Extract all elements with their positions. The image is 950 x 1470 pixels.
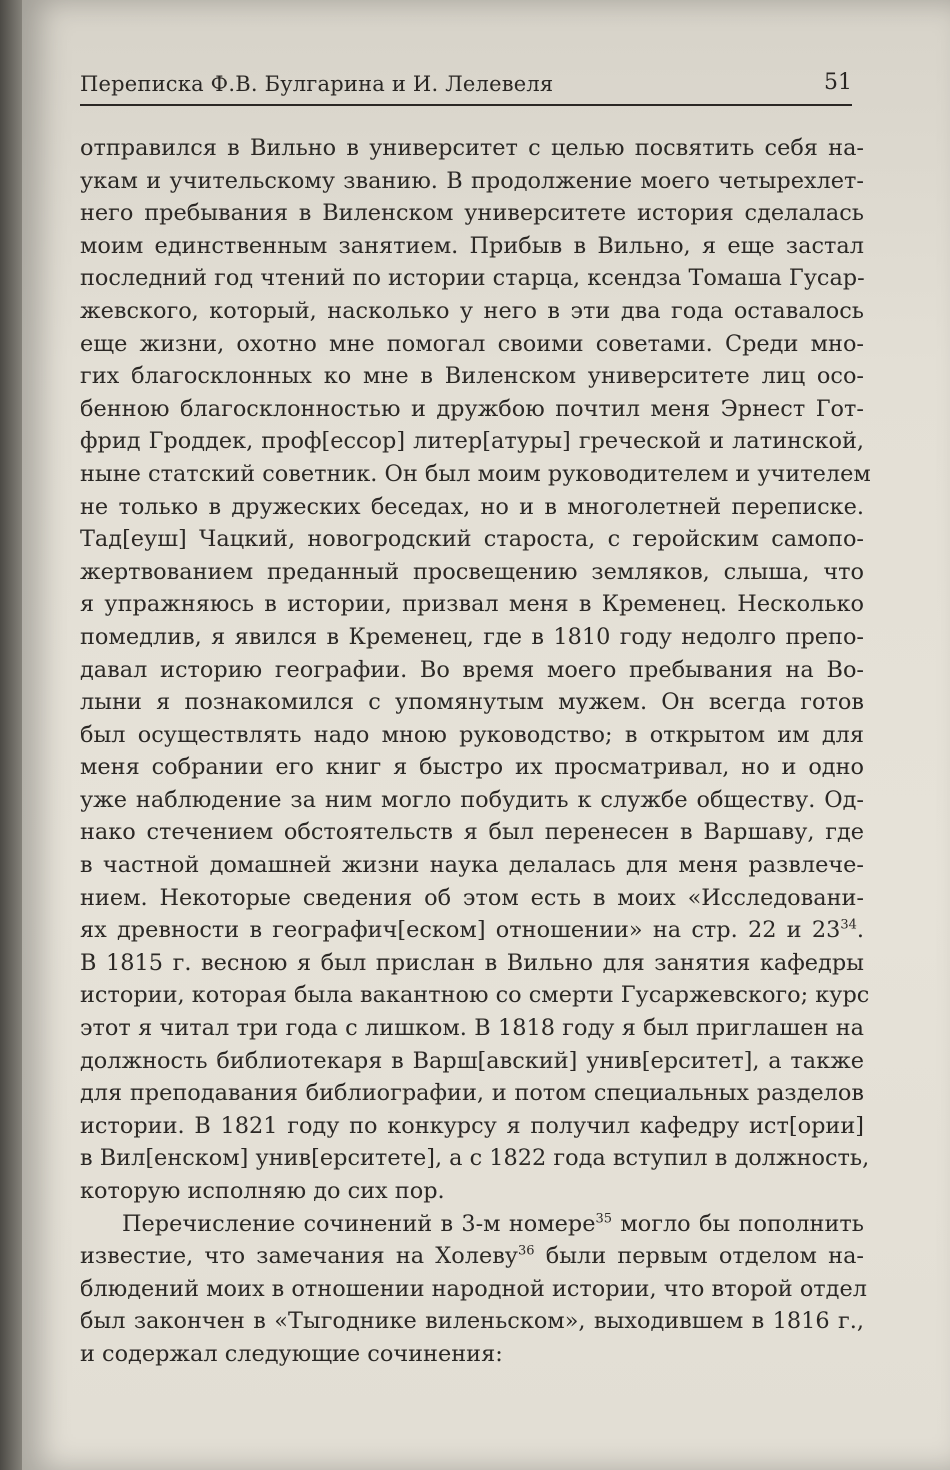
text-line [80, 295, 864, 328]
line-text: блюдений моих в отношении народной истории, что второй отдел [80, 1275, 867, 1302]
line-text-tail: были первым отделом на- [534, 1243, 864, 1270]
line-text: и содержал следующие сочинения: [80, 1340, 503, 1367]
line-text: в частной домашней жизни наука делалась для меня развлече- [80, 852, 864, 879]
text-line [80, 230, 864, 263]
text-line [80, 621, 864, 654]
line-text: истории. В 1821 году по конкурсу я получил кафедру ист[ории] [80, 1112, 864, 1139]
text-line [80, 1175, 864, 1208]
text-line [80, 262, 864, 295]
line-text: Перечисление сочинений в 3-м номере [122, 1210, 596, 1237]
text-line [80, 556, 864, 589]
footnote-ref: 34 [840, 917, 857, 933]
text-line [80, 1110, 864, 1143]
text-line [80, 588, 864, 621]
body-text [80, 132, 871, 1371]
line-text: укам и учительскому званию. В продолжение моего четырехлет- [80, 167, 864, 194]
line-text: я упражняюсь в истории, призвал меня в Кременец. Несколько [80, 591, 864, 618]
text-line [80, 1142, 870, 1175]
footnote-ref: 35 [595, 1211, 613, 1227]
line-text: моим единственным занятием. Прибыв в Вильно, я еще застал [80, 232, 864, 259]
line-text: бенною благосклонностью и дружбою почтил меня Эрнест Гот- [80, 395, 864, 422]
text-line [80, 947, 864, 980]
text-line [80, 784, 864, 817]
text-line [80, 197, 864, 230]
line-text: должность библиотекаря в Варш[авский] унив[ерситет], а также [80, 1047, 864, 1074]
line-text: него пребывания в Виленском университете история сделалась [80, 200, 864, 227]
text-line [80, 1045, 864, 1078]
text-line [80, 1012, 864, 1045]
line-text: уже наблюдение за ним могло побудить к службе обществу. Од- [80, 786, 864, 813]
line-text: был осуществлять надо мною руководство; в открытом им для [80, 721, 864, 748]
text-line [80, 654, 864, 687]
line-text: для преподавания библиографии, и потом специальных разделов [80, 1080, 864, 1107]
line-text: отправился в Вильно в университет с целью посвятить себя на- [80, 135, 864, 161]
line-text: в Вил[енском] унив[ерситете], а с 1822 года вступил в должность, [80, 1145, 870, 1172]
line-text: не только в дружеских беседах, но и в многолетней переписке. [80, 493, 864, 520]
text-line [80, 816, 864, 849]
text-line [80, 979, 870, 1012]
line-text: ях древности в географич[еском] отношении» на стр. 22 и 23 [80, 917, 841, 944]
line-text: ныне статский советник. Он был моим руководителем и учителем [80, 460, 871, 487]
text-line [80, 751, 864, 784]
line-text-tail: могло бы пополнить [612, 1210, 864, 1237]
line-text: которую исполняю до сих пор. [80, 1178, 445, 1204]
footnote-ref: 36 [517, 1243, 535, 1259]
text-line [80, 1338, 864, 1371]
text-line [80, 491, 864, 524]
line-text: гих благосклонных ко мне в Виленском университете лиц осо- [80, 363, 864, 390]
line-text: жевского, который, насколько у него в эти два года оставалось [80, 297, 864, 324]
running-title: Переписка Ф.В. Булгарина и И. Лелевеля [80, 72, 554, 96]
running-header [80, 70, 852, 106]
text-line [80, 1305, 864, 1338]
text-line [80, 1208, 864, 1241]
line-text: Тад[еуш] Чацкий, новогродский староста, с геройским самопо- [80, 526, 864, 553]
line-text: этот я читал три года с лишком. В 1818 году я был приглашен на [80, 1015, 864, 1042]
line-text: давал историю географии. Во время моего пребывания на Во- [80, 656, 864, 683]
text-line [80, 393, 864, 426]
text-line [80, 425, 864, 458]
text-line [80, 882, 864, 915]
text-line: ях древности в географич[еском] отношении» на стр. 22 и 23$^{34}$. [80, 917, 864, 944]
line-text: был закончен в «Тыгоднике виленьском», выходившем в 1816 г., [80, 1308, 864, 1335]
text-line [80, 719, 864, 752]
text-line [80, 1077, 864, 1110]
page-number: 51 [824, 70, 852, 95]
line-text: истории, которая была вакантною со смерти Гусаржевского; курс [80, 982, 870, 1009]
line-text: фрид Гроддек, проф[ессор] литер[атуры] греческой и латинской, [80, 428, 864, 455]
text-line [80, 360, 864, 393]
line-text: лыни я познакомился с упомянутым мужем. Он всегда готов [80, 689, 864, 716]
text-line [80, 1273, 867, 1306]
line-text: известие, что замечания на Холеву [80, 1243, 518, 1270]
line-text: нако стечением обстоятельств я был перенесен в Варшаву, где [80, 819, 864, 846]
text-line [80, 1240, 864, 1273]
line-text: меня собрании его книг я быстро их просматривал, но и одно [80, 754, 864, 781]
text-line [80, 458, 871, 491]
text-line [80, 523, 864, 556]
line-text: последний год чтений по истории старца, ксендза Томаша Гусар- [80, 265, 865, 292]
text-line [80, 849, 864, 882]
line-text: В 1815 г. весною я был прислан в Вильно для занятия кафедры [80, 949, 864, 976]
line-text: нием. Некоторые сведения об этом есть в моих «Исследовани- [80, 884, 864, 911]
text-line [80, 686, 864, 719]
line-text: помедлив, я явился в Кременец, где в 1810 году недолго препо- [80, 623, 864, 650]
text-line [80, 165, 864, 198]
book-page [22, 0, 950, 1470]
line-text: еще жизни, охотно мне помогал своими советами. Среди мно- [80, 330, 864, 357]
text-line [80, 132, 864, 165]
line-text: жертвованием преданный просвещению земляков, слыша, что [80, 558, 864, 585]
text-line [80, 328, 864, 361]
